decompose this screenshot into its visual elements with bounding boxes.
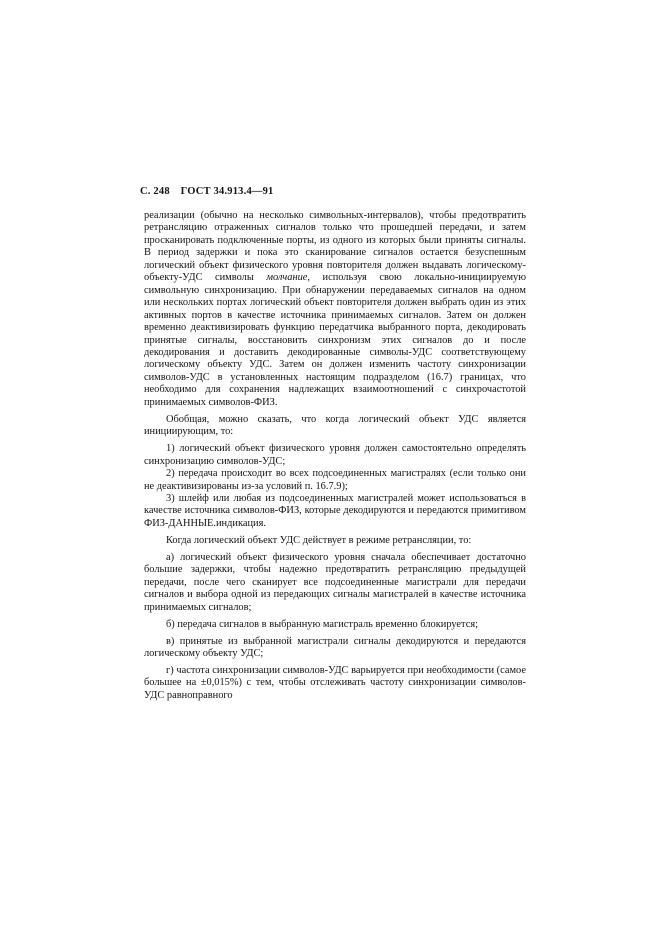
paragraph-1-part-b: используя свою локально-инициируемую символьную синхронизацию. При обнаружении передаваемых сигналов на одном или нескольких портах логический объект повторителя должен выбрать один из этих активных портов в качестве источника принимаемых сигналов. Затем он должен временно деактивизировать функцию передатчика выбранного порта, декодировать принятые сигналы, восстановить синхронизм этих сигналов до и после декодирования и доставить декодированные символы-УДС соответствующему логическому объекту УДС. Затем он должен изменить частоту синхронизации символов-УДС в установленных настоящим подразделом (16.7) границах, что необходимо для сохранения надлежащих взаимоотношений с синхрочастотой принимаемых символов-ФИЗ. bbox=[144, 272, 526, 408]
list-item-b: б) передача сигналов в выбранную магистраль временно блокируется; bbox=[166, 618, 478, 630]
list-item-3: 3) шлейф или любая из подсоединенных магистралей может использоваться в качестве источника символов-ФИЗ, которые декодируются и передаются примитивом ФИЗ-ДАННЫЕ.индикация. bbox=[144, 492, 526, 529]
body-text bbox=[144, 210, 526, 702]
page-number: С. 248 bbox=[140, 186, 170, 197]
paragraph-1-part-a: реализации (обычно на несколько символьных-интервалов), чтобы предотвратить ретрансляцию отраженных сигналов только что прошедшей передачи, и затем просканировать подключенные порты, из одного из которых были приняты сигналы. В период задержки и пока это сканирование сигналов остается безуспешным логический объект физического уровня повторителя должен выдавать логическому-объекту-УДС символы bbox=[144, 210, 526, 284]
list-item-a: а) логический объект физического уровня сначала обеспечивает достаточно большие задержки, чтобы надежно предотвратить ретрансляцию предыдущей передачи, после чего сканирует все подсоединенные магистрали для передачи сигналов и выбора одной из передающих сигналы магистралей в качестве источника принимаемых сигналов; bbox=[144, 551, 526, 613]
paragraph-1 bbox=[144, 210, 526, 409]
paragraph-3: Когда логический объект УДС действует в режиме ретрансляции, то: bbox=[166, 534, 472, 546]
paragraph-2: Обобщая, можно сказать, что когда логический объект УДС является инициирующим, то: bbox=[144, 413, 526, 438]
page-header bbox=[140, 186, 282, 197]
list-item-2: 2) передача происходит во всех подсоединенных магистралях (если только они не деактивизированы из-за условий п. 16.7.9); bbox=[144, 468, 526, 492]
paragraph-1-italic: молчание, bbox=[266, 272, 311, 284]
list-item-1: 1) логический объект физического уровня должен самостоятельно определять синхронизацию символов-УДС; bbox=[144, 443, 526, 467]
standard-code: ГОСТ 34.913.4—91 bbox=[180, 186, 274, 197]
list-item-d: г) частота синхронизации символов-УДС варьируется при необходимости (самое большее на ±0,015%) с тем, чтобы отслеживать частоту синхронизации символов-УДС равноправного bbox=[144, 664, 526, 701]
list-item-c: в) принятые из выбранной магистрали сигналы декодируются и передаются логическому объекту УДС; bbox=[144, 635, 526, 659]
